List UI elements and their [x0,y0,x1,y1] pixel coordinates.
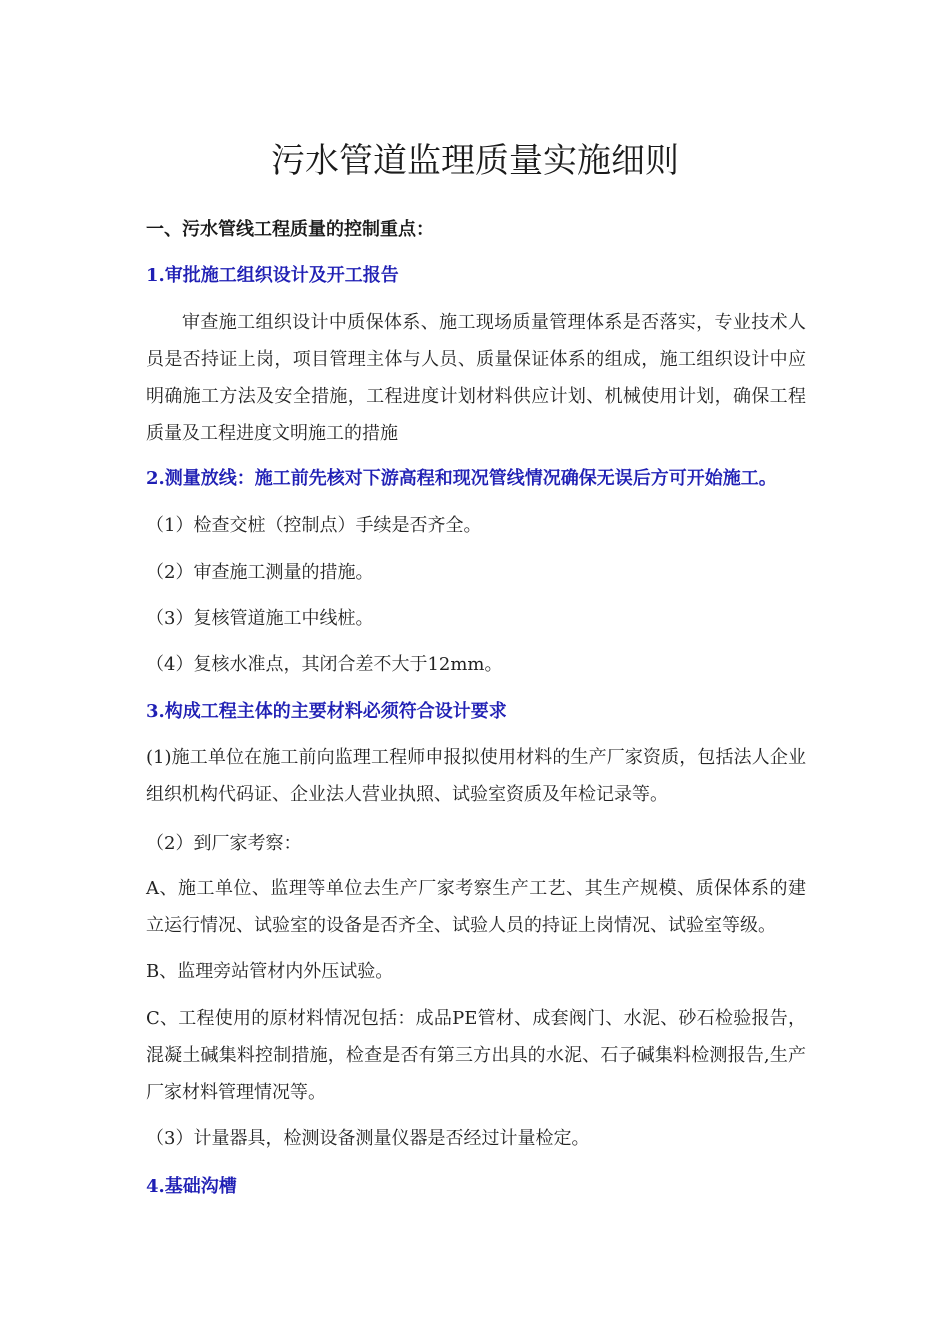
heading-foundation-trench: 4.基础沟槽 [146,1176,237,1197]
paragraph-factory-inspection-a: A、施工单位、监理等单位去生产厂家考察生产工艺、其生产规模、质保体系的建立运行情况、试验室的设备是否齐全、试验人员的持证上岗情况、试验室等级。 [146,878,806,936]
list-item-check-stakes: （1）检查交桩（控制点）手续是否齐全。 [146,515,482,536]
document-title: 污水管道监理质量实施细则 [271,141,679,181]
paragraph-factory-inspection-b: B、监理旁站管材内外压试验。 [146,961,394,982]
heading-main-materials: 3.构成工程主体的主要材料必须符合设计要求 [146,701,507,722]
paragraph-factory-inspection-c: C、工程使用的原材料情况包括：成品PE管材、成套阀门、水泥、砂石检验报告，混凝土碱集料控制措施，检查是否有第三方出具的水泥、石子碱集料检测报告,生产厂家材料管理情况等。 [146,1008,806,1103]
list-item-measuring-instruments: （3）计量器具，检测设备测量仪器是否经过计量检定。 [146,1128,590,1149]
list-item-review-survey-measures: （2）审查施工测量的措施。 [146,562,374,583]
paragraph-manufacturer-qualification: (1)施工单位在施工前向监理工程师申报拟使用材料的生产厂家资质，包括法人企业组织机构代码证、企业法人营业执照、试验室资质及年检记录等。 [146,747,806,805]
list-item-verify-centerline-stakes: （3）复核管道施工中线桩。 [146,608,374,629]
list-item-verify-benchmark: （4）复核水准点，其闭合差不大于12mm。 [146,654,503,675]
heading-survey-setout: 2.测量放线：施工前先核对下游高程和现况管线情况确保无误后方可开始施工。 [146,468,777,489]
paragraph-construction-plan-review: 审查施工组织设计中质保体系、施工现场质量管理体系是否落实，专业技术人员是否持证上岗，项目管理主体与人员、质量保证体系的组成，施工组织设计中应明确施工方法及安全措施，工程进度计划材料供应计划、机械使用计划，确保工程质量及工程进度文明施工的措施 [146,312,806,444]
heading-approve-construction-plan: 1.审批施工组织设计及开工报告 [146,265,399,286]
list-item-factory-inspection: （2）到厂家考察： [146,833,302,854]
section-heading-quality-control: 一、污水管线工程质量的控制重点： [146,219,434,240]
